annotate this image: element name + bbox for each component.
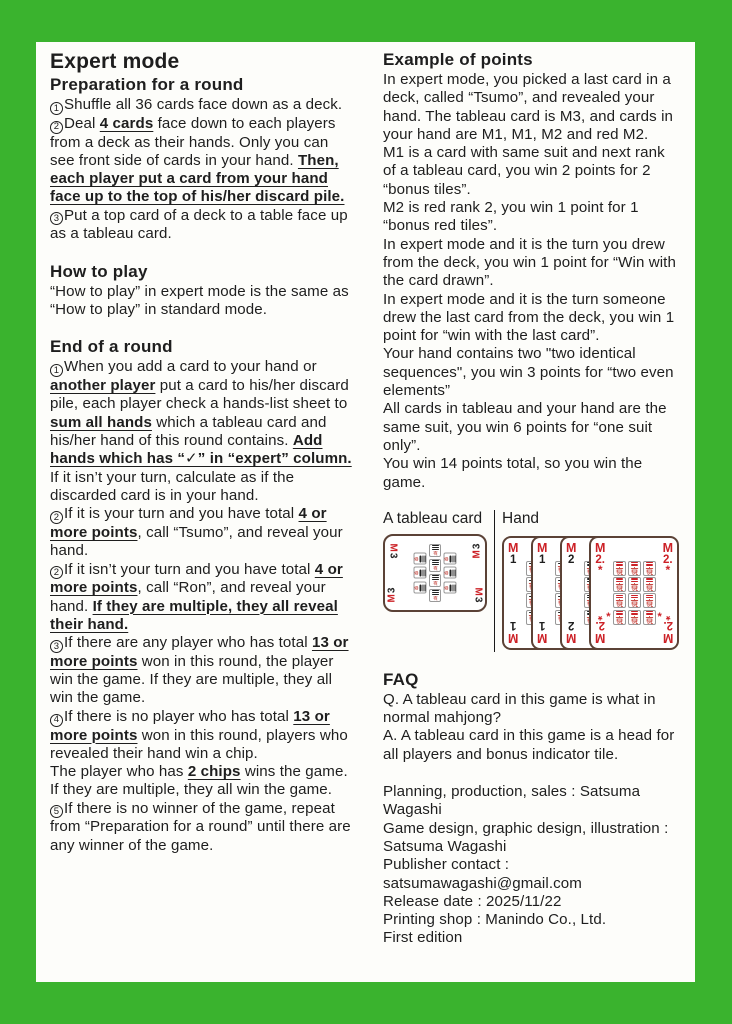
example-section [383, 50, 681, 492]
paragraph [50, 96, 353, 115]
mini-tile [444, 552, 457, 564]
man-character-icon [645, 599, 654, 607]
suit-letter: M [472, 587, 484, 596]
man-character-icon [445, 554, 449, 563]
example-paragraphs [383, 71, 681, 492]
paragraph [50, 708, 353, 763]
card-corner-label [595, 540, 606, 577]
flower-icon: * [657, 610, 662, 623]
rank-bar [454, 584, 455, 591]
mini-tile [414, 552, 427, 564]
rank-number: 2. [663, 619, 673, 632]
mini-tile [613, 577, 626, 592]
tile-rank-bars [432, 590, 439, 596]
rank-bar [616, 581, 623, 582]
paragraph [50, 800, 353, 855]
right-column [383, 50, 681, 974]
rank-bar [432, 592, 439, 593]
tile-rank-bars [420, 584, 426, 591]
mini-tile [628, 577, 641, 592]
man-character-icon [615, 616, 624, 624]
figure-divider [494, 510, 495, 652]
text-run: won in this round, players who revealed their hand win a chip. [50, 726, 348, 762]
rank-bar [616, 564, 623, 565]
paragraph: All cards in tableau and your hand are the same suit, you win 6 points for “one suit only”. [383, 400, 667, 454]
circled-number: 2 [50, 121, 63, 134]
rank-bar [432, 577, 439, 578]
credits-section [383, 783, 681, 948]
left-column [50, 50, 353, 974]
text-run: 4 cards [99, 114, 154, 132]
rank-bar [631, 611, 638, 612]
circled-number: 5 [50, 805, 63, 818]
man-character-icon [630, 616, 639, 624]
rank-bar [646, 613, 653, 614]
paragraph [50, 207, 353, 244]
man-character-icon [615, 599, 624, 607]
card-corner-label [537, 619, 547, 644]
tableau-tiles [399, 544, 471, 602]
text-run: Then, each player put a card from your hand face up to the top of his/her discard pile. [50, 151, 345, 206]
section-heading: End of a round [50, 337, 173, 357]
rank-number: 1 [539, 619, 546, 632]
tile-rank-bars [616, 611, 623, 614]
faq-line: A. A tableau card in this game is a head for all players and bonus indicator tile. [383, 727, 675, 763]
paragraph [50, 283, 353, 320]
man-character-icon [415, 554, 419, 563]
credit-line: Publisher contact : [383, 856, 510, 874]
man-character-icon [415, 568, 419, 577]
page-title: Expert mode [50, 50, 180, 73]
card-corner-label [595, 608, 606, 645]
tile-rank-bars [616, 562, 623, 565]
rank-bar [424, 555, 425, 562]
rank-bar [424, 584, 425, 591]
rank-bar [631, 595, 638, 596]
mini-tile [643, 610, 656, 625]
rank-bar [631, 562, 638, 563]
faq-lines [383, 691, 681, 764]
man-character-icon [645, 616, 654, 624]
tile-rank-bars [432, 575, 439, 581]
hand-cards [502, 536, 682, 654]
text-run: The player who has [50, 763, 188, 781]
paragraph: Your hand contains two "two identical sequences", you win 3 points for “two even elements” [383, 345, 674, 400]
man-character-icon [431, 566, 440, 570]
suit-letter: M [662, 630, 673, 645]
mini-tile [628, 593, 641, 608]
faq-line: Q. A tableau card in this game is what in normal mahjong? [383, 690, 656, 727]
suit-letter: M [662, 540, 673, 555]
example-heading: Example of points [383, 50, 533, 69]
rank-number: 2. [662, 554, 673, 567]
tile-row [613, 593, 656, 608]
man-character-icon [630, 583, 639, 591]
rank-bar [424, 569, 425, 576]
card-corner-label [662, 608, 673, 645]
text-run: , call “Tsumo”, and reveal your hand. [50, 523, 343, 560]
rank-bar [432, 590, 439, 591]
text-run: sum all hands [50, 413, 152, 431]
rank-bar [452, 584, 453, 591]
rank-bar [422, 569, 423, 576]
flower-icon: * [606, 610, 611, 623]
rules-section [50, 75, 353, 244]
tile-rank-bars [631, 578, 638, 581]
rank-bar [432, 575, 439, 576]
rank-bar [432, 545, 439, 546]
credit-line: Planning, production, sales : Satsuma Wagashi [383, 783, 641, 819]
text-run: Shuffle all 36 cards face down as a deck. [64, 96, 343, 113]
rank-bar [616, 578, 623, 579]
rank-bar [420, 569, 421, 576]
text-run: When you add a card to your hand or [64, 358, 317, 376]
tile-rank-bars [420, 555, 426, 562]
mini-tile [414, 581, 427, 593]
credit-line: Game design, graphic design, illustration : Satsuma Wagashi [383, 819, 669, 855]
hand-label: Hand [502, 509, 540, 527]
text-run: which a tableau card and his/her hand of this round contains. [50, 413, 327, 449]
section-heading: How to play [50, 261, 148, 281]
text-run: put a card to his/her discard pile, each player check a hands-list sheet to [50, 377, 349, 413]
rank-bar [454, 555, 455, 562]
rank-bar [450, 569, 451, 576]
text-run: If it isn’t your turn, calculate as if the discarded card is in your hand. [50, 468, 295, 504]
card-corner-label [566, 542, 576, 567]
man-character-icon [431, 596, 440, 600]
suit-letter: M [508, 540, 519, 555]
tile-rank-bars [450, 569, 456, 576]
tile-rank-bars [646, 595, 653, 598]
rank-number: 3 [387, 552, 399, 559]
mini-tile [643, 577, 656, 592]
hand-card [589, 536, 679, 650]
rank-bar [616, 562, 623, 563]
text-run: face down to each players from a deck as their hands. Only you can see front side of cards in your hand. [50, 114, 336, 169]
mini-tile [643, 593, 656, 608]
text-run: If it is your turn and you have total [64, 505, 299, 523]
rank-bar [646, 597, 653, 598]
suit-letter: M [508, 630, 519, 645]
rank-bar [432, 549, 439, 550]
man-character-icon [445, 583, 449, 592]
text-run: , call “Ron”, and reveal your hand. [50, 579, 326, 615]
card-corner-label [387, 543, 397, 558]
rank-number: 2 [568, 554, 575, 567]
card-figure [383, 510, 681, 660]
tile-rank-bars [420, 569, 426, 576]
mini-tile [643, 561, 656, 576]
credit-line: First edition [383, 929, 463, 947]
tile-column [444, 552, 456, 594]
rank-bar [646, 581, 653, 582]
mini-tile [444, 567, 457, 579]
man-character-icon [630, 599, 639, 607]
suit-letter: M [595, 630, 606, 645]
rank-number: 3 [386, 587, 398, 593]
paragraph: In expert mode and it is the turn someone drew the last card from the deck, you win 1 point for “win with the last card”. [383, 290, 675, 345]
rank-number: 2. [595, 619, 606, 632]
text-run: Deal [64, 114, 100, 132]
man-character-icon [615, 567, 624, 575]
faq-section [383, 670, 681, 764]
rank-number: 3 [471, 543, 483, 549]
card-corner-label [537, 542, 547, 567]
suit-letter: M [595, 540, 606, 555]
paragraph [50, 115, 353, 207]
text-run: 13 or more points [50, 707, 330, 744]
tile-rank-bars [432, 560, 439, 566]
circled-number: 2 [50, 566, 63, 579]
text-run: Add hands which has “✓” in “expert” column. [50, 431, 352, 468]
paragraph: You win 14 points total, so you win the game. [383, 455, 643, 491]
faq-heading: FAQ [383, 669, 419, 689]
tile-rank-bars [432, 545, 439, 551]
mini-tile [429, 544, 441, 557]
tile-rank-bars [450, 555, 456, 562]
tile-rank-bars [450, 584, 456, 591]
text-run: “How to play” in expert mode is the same as “How to play” in standard mode. [50, 282, 349, 319]
paragraph [50, 634, 353, 708]
circled-number: 3 [50, 212, 63, 225]
card-corner-label [508, 542, 518, 567]
rank-number: 1 [510, 619, 517, 632]
card-corner-label [473, 543, 483, 558]
text-run: 2 chips [187, 763, 241, 781]
mini-tile [444, 581, 457, 593]
rank-bar [454, 569, 455, 576]
rank-bar [616, 611, 623, 612]
rank-bar [646, 578, 653, 579]
card-corner-label [473, 587, 483, 602]
rank-bar [452, 569, 453, 576]
man-character-icon [615, 583, 624, 591]
suit-letter: M [386, 593, 398, 603]
tile-column [429, 544, 441, 602]
tile-rank-bars [631, 562, 638, 565]
rank-number: 2. [595, 554, 605, 567]
text-run: another player [50, 377, 156, 395]
mini-tile [613, 561, 626, 576]
text-run: Put a top card of a deck to a table face up as a tableau card. [50, 206, 348, 243]
mini-tile [628, 610, 641, 625]
text-run: If there is no player who has total [64, 707, 294, 725]
mini-tile [429, 574, 441, 587]
credit-line: Printing shop : Manindo Co., Ltd. [383, 911, 607, 929]
suit-letter: M [537, 540, 548, 555]
rank-bar [631, 564, 638, 565]
paragraph: In expert mode and it is the turn you drew from the deck, you win 1 point for “Win with the card drawn”. [383, 235, 676, 290]
paragraph [50, 505, 353, 560]
left-sections [50, 75, 353, 855]
text-run: If there is no winner of the game, repeat from “Preparation for a round” until there are any winner of the game. [50, 799, 351, 854]
rank-bar [432, 560, 439, 561]
text-run: wins the game. If they are multiple, they all win the game. [50, 763, 348, 799]
rank-bar [452, 555, 453, 562]
man-character-icon [431, 581, 440, 585]
tile-rank-bars [631, 595, 638, 598]
rank-bar [422, 555, 423, 562]
man-character-icon [645, 567, 654, 575]
rank-bar [450, 584, 451, 591]
tile-rank-bars [631, 611, 638, 614]
rank-bar [646, 562, 653, 563]
rank-bar [646, 564, 653, 565]
mini-tile [414, 567, 427, 579]
mini-tile [429, 559, 441, 572]
rank-bar [450, 555, 451, 562]
credit-line: Release date : 2025/11/22 [383, 892, 562, 910]
rank-bar [616, 613, 623, 614]
text-run: 13 or more points [50, 634, 349, 670]
man-character-icon [415, 583, 419, 592]
mini-tile [613, 610, 626, 625]
circled-number: 4 [50, 714, 63, 727]
man-character-icon [445, 568, 449, 577]
suit-letter: M [471, 549, 483, 559]
text-run: 4 or more points [50, 560, 343, 597]
paragraph: M1 is a card with same suit and next rank of a tableau card, you win 2 points for 2 “bonus tiles”. [383, 144, 665, 198]
rulebook-page [36, 42, 695, 982]
card-corner-label [662, 540, 673, 577]
tile-rank-bars [616, 578, 623, 581]
rank-number: 1 [539, 554, 546, 567]
suit-letter: M [566, 540, 577, 555]
rank-bar [432, 594, 439, 595]
paragraph: In expert mode, you picked a last card in a deck, called “Tsumo”, and revealed your hand. The tableau card is M3, and cards in your hand are M1, M1, M2 and red M2. [383, 71, 674, 143]
tile-rank-bars [646, 562, 653, 565]
rank-bar [420, 584, 421, 591]
tableau-label: A tableau card [383, 509, 483, 527]
rank-bar [631, 578, 638, 579]
rank-bar [420, 555, 421, 562]
tableau-card [383, 534, 487, 612]
tile-column [414, 552, 426, 594]
man-character-icon [431, 551, 440, 555]
tile-rank-bars [646, 578, 653, 581]
rank-bar [631, 581, 638, 582]
rank-bar [631, 613, 638, 614]
rank-bar [432, 564, 439, 565]
tile-row [613, 561, 656, 576]
rank-bar [616, 597, 623, 598]
rules-section [50, 262, 353, 320]
card-corner-label [566, 619, 576, 644]
flower-icon: * [665, 608, 671, 623]
rank-bar [631, 597, 638, 598]
card-corner-label [508, 619, 518, 644]
paragraph [50, 358, 353, 468]
rank-bar [646, 611, 653, 612]
credit-line: satsumawagashi@gmail.com [383, 874, 582, 892]
man-character-icon [645, 583, 654, 591]
hand-figure [502, 510, 682, 660]
mini-tile [613, 593, 626, 608]
hand-tiles [607, 561, 661, 625]
circled-number: 1 [50, 102, 63, 115]
flower-icon: * [665, 562, 671, 577]
rank-bar [432, 579, 439, 580]
man-character-icon [630, 567, 639, 575]
rank-number: 3 [472, 596, 484, 603]
rank-bar [616, 595, 623, 596]
suit-letter: M [537, 630, 548, 645]
circled-number: 1 [50, 364, 63, 377]
paragraph [50, 763, 353, 800]
text-run: If it isn’t your turn and you have total [64, 560, 315, 578]
tile-rank-bars [646, 611, 653, 614]
text-run: If they are multiple, they all reveal their hand. [50, 597, 338, 633]
flower-icon: * [597, 608, 603, 623]
paragraph [50, 469, 353, 506]
rank-bar [432, 562, 439, 563]
circled-number: 2 [50, 511, 63, 524]
text-run: If there are any player who has total [64, 634, 312, 652]
text-run: won in this round, the player win the game. If they are multiple, they all win the game. [50, 652, 334, 707]
tableau-figure [383, 510, 489, 660]
suit-letter: M [566, 630, 577, 645]
rank-bar [422, 584, 423, 591]
rank-number: 2 [568, 619, 575, 632]
rank-bar [432, 547, 439, 548]
tile-row [613, 577, 656, 592]
paragraph [50, 561, 353, 635]
rules-section [50, 337, 353, 855]
text-run: 4 or more points [50, 505, 327, 541]
mini-tile [429, 589, 441, 602]
flower-icon: * [597, 562, 603, 577]
rank-number: 1 [510, 554, 517, 567]
mini-tile [628, 561, 641, 576]
rank-bar [646, 595, 653, 596]
section-heading: Preparation for a round [50, 75, 244, 94]
card-corner-label [387, 587, 397, 602]
suit-letter: M [387, 543, 399, 552]
tile-rank-bars [616, 595, 623, 598]
tile-row [606, 610, 662, 625]
paragraph: M2 is red rank 2, you win 1 point for 1 “bonus red tiles”. [383, 199, 639, 235]
circled-number: 3 [50, 640, 63, 653]
